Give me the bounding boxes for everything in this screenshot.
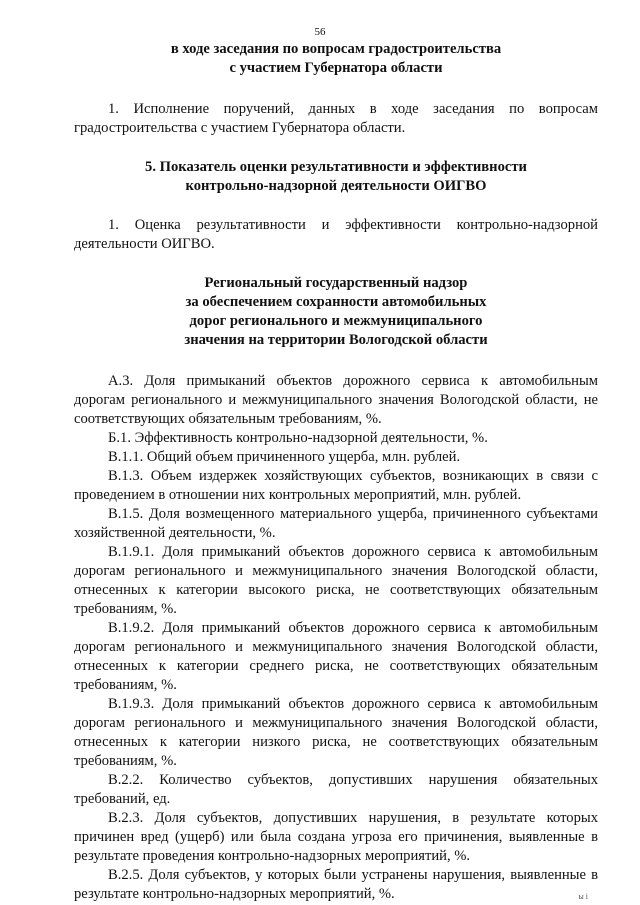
heading-line: дорог регионального и межмуниципального (189, 313, 483, 329)
document-body (74, 40, 598, 904)
list-item: В.1.9.2. Доля примыканий объектов дорожного сервиса к автомобильным дорогам регионального и межмуниципального значения Вологодской области, отнесенных к категории среднего риска, не соответствующих обязательным требованиям, %. (74, 620, 598, 693)
heading-line: Региональный государственный надзор (204, 275, 468, 291)
indicator-list (74, 372, 598, 904)
list-item: В.2.2. Количество субъектов, допустивших нарушения обязательных требований, ед. (74, 772, 598, 807)
list-item: В.1.9.1. Доля примыканий объектов дорожного сервиса к автомобильным дорогам регионального и межмуниципального значения Вологодской области, отнесенных к категории высокого риска, не соответствующих обязательным требованиям, %. (74, 544, 598, 617)
list-item: А.3. Доля примыканий объектов дорожного сервиса к автомобильным дорогам регионального и межмуниципального значения Вологодской области, не соответствующих обязательным требованиям, %. (74, 373, 598, 427)
list-item: В.1.1. Общий объем причиненного ущерба, млн. рублей. (108, 449, 461, 465)
heading-line: с участием Губернатора области (229, 60, 443, 76)
list-item: Б.1. Эффективность контрольно-надзорной деятельности, %. (108, 430, 488, 446)
heading-line: 5. Показатель оценки результативности и эффективности (145, 159, 527, 175)
heading-top (74, 40, 598, 78)
list-item: В.2.3. Доля субъектов, допустивших нарушения, в результате которых причинен вред (ущерб) или была создана угроза его причинения, выявленные в результате проведения контрольно-надзорных мероприятий, %. (74, 810, 598, 864)
heading-regional-supervision (74, 274, 598, 350)
corner-mark: ы і (578, 892, 588, 901)
list-item: В.2.5. Доля субъектов, у которых были устранены нарушения, выявленные в результате контрольно-надзорных мероприятий, %. (74, 867, 598, 902)
heading-section-5 (74, 158, 598, 196)
paragraph-1: 1. Исполнение поручений, данных в ходе заседания по вопросам градостроительства с участием Губернатора области. (74, 101, 598, 136)
paragraph-2: 1. Оценка результативности и эффективности контрольно-надзорной деятельности ОИГВО. (74, 217, 598, 252)
list-item: В.1.3. Объем издержек хозяйствующих субъектов, возникающих в связи с проведением в отношении них контрольных мероприятий, млн. рублей. (74, 468, 598, 503)
list-item: В.1.5. Доля возмещенного материального ущерба, причиненного субъектами хозяйственной деятельности, %. (74, 506, 598, 541)
page-number: 56 (314, 26, 326, 38)
heading-line: контрольно-надзорной деятельности ОИГВО (185, 178, 487, 194)
list-item: В.1.9.3. Доля примыканий объектов дорожного сервиса к автомобильным дорогам регионального и межмуниципального значения Вологодской области, отнесенных к категории низкого риска, не соответствующих обязательным требованиям, %. (74, 696, 598, 769)
heading-line: в ходе заседания по вопросам градостроительства (170, 41, 502, 57)
heading-line: за обеспечением сохранности автомобильных (185, 294, 487, 310)
heading-line: значения на территории Вологодской области (184, 332, 488, 348)
